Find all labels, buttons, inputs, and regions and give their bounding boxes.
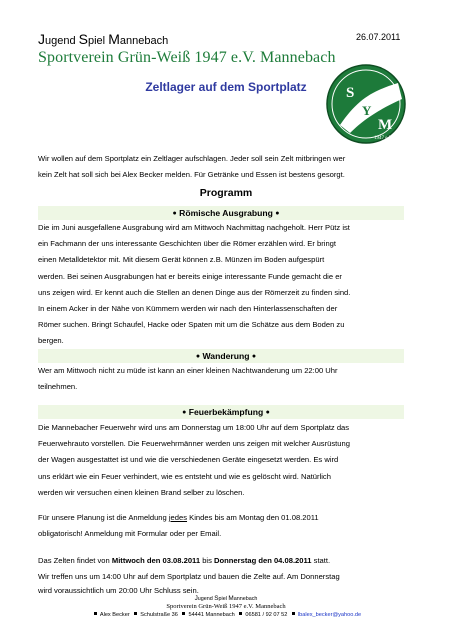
section-title-ausgrabung-text: Römische Ausgrabung (179, 208, 273, 218)
bullet-icon: ● (195, 353, 201, 360)
registration-paragraph (38, 510, 404, 542)
body-line: werden wir versuchen einen kleinen Brand selber zu löschen. (38, 487, 245, 497)
footer-brand-m: M (228, 595, 234, 602)
footer-club-name: Sportverein Grün-Weiß 1947 e.V. Mannebach (166, 603, 286, 610)
dates-text: Das Zelten findet von (38, 556, 112, 565)
logo-letter-s: S (346, 85, 355, 101)
footer-brand-s: S (214, 595, 219, 602)
document-subtitle: Zeltlager auf dem Sportplatz (145, 80, 307, 94)
body-line: teilnehmen. (38, 382, 78, 392)
square-bullet-icon (94, 612, 97, 615)
footer-contact-phone: 06581 / 92 07 52 (245, 612, 288, 618)
bullet-icon: ● (275, 210, 280, 217)
meeting-line-2: wird voraussichtlich um 20:00 Uhr Schluss sein. (38, 586, 199, 595)
bullet-icon: ● (182, 409, 187, 416)
intro-line-2: kein Zelt hat soll sich bei Alex Becker melden. Für Getränke und Essen ist bestens gesorgt. (38, 170, 345, 180)
body-line: uns erklärt wie ein Feuer verhindert, wie es entsteht und wie es gelöscht wird. Natürlich (38, 471, 331, 481)
meeting-paragraph (38, 570, 404, 598)
body-line: bergen. (38, 336, 64, 346)
body-line: Feuerwehrauto vorstellen. Die Feuerwehrmänner werden uns zeigen mit welcher Ausrüstung (38, 439, 350, 449)
section-title-ausgrabung (0, 208, 452, 218)
body-line: Die im Juni ausgefallene Ausgrabung wird am Mittwoch Nachmittag nachgeholt. Herr Pütz ist (38, 223, 350, 232)
brand-header (38, 31, 168, 47)
body-line: werden. Bei seinen Ausgrabungen hat er bereits einige interessante Funde gemacht die er (38, 271, 342, 281)
body-line: Die Mannebacher Feuerwehr wird uns am Donnerstag um 18:00 Uhr auf dem Sportplatz das (38, 423, 350, 432)
club-name: Sportverein Grün-Weiß 1947 e.V. Mannebach (38, 49, 336, 66)
logo-year: 1947 e.V. (374, 136, 393, 141)
programm-heading: Programm (199, 187, 253, 199)
registration-text: Kindes bis am Montag den 01.08.2011 (187, 513, 319, 522)
brand-s-rest: piel (88, 35, 109, 47)
section-body-wanderung (38, 363, 404, 395)
body-line: der Wagen ausgestattet ist und wie die verschiedenen Geräte eingesetzt werden. Es wird (38, 455, 339, 465)
body-line: einen Metalldetektor mit. Mit diesem Gerät können z.B. Münzen im Boden aufgespürt (38, 255, 325, 265)
footer-brand (0, 595, 452, 602)
document-date: 26.07.2011 (356, 32, 401, 42)
dates-start: Mittwoch den 03.08.2011 (111, 556, 201, 565)
footer-contact-street: Schulstraße 36 (140, 612, 178, 618)
dates-text: statt. (311, 556, 331, 565)
body-line: Wer am Mittwoch nicht zu müde ist kann an einer kleinen Nachtwanderung um 22:00 Uhr (38, 366, 338, 375)
brand-j-rest: ugend (45, 35, 79, 47)
brand-s: S (78, 31, 88, 47)
brand-j: J (38, 31, 45, 47)
square-bullet-icon (292, 612, 295, 615)
registration-line-2: obligatorisch! Anmeldung mit Formular oder per Email. (38, 529, 222, 539)
registration-emphasis: jedes (168, 513, 188, 522)
registration-line-1 (38, 510, 404, 526)
footer-brand-j-rest: ugend (197, 596, 215, 602)
dates-text: bis (200, 556, 215, 565)
section-title-feuer-text: Feuerbekämpfung (188, 407, 264, 417)
section-body-ausgrabung (38, 220, 404, 350)
intro-paragraph (38, 151, 404, 183)
meeting-line-1: Wir treffen uns um 14:00 Uhr auf dem Sportplatz und bauen die Zelte auf. Am Donnerstag (38, 572, 340, 581)
section-title-wanderung-text: Wanderung (202, 351, 250, 361)
dates-end: Donnerstag den 04.08.2011 (214, 556, 312, 565)
footer-brand-m-rest: annebach (233, 596, 258, 602)
bullet-icon: ● (172, 210, 177, 217)
square-bullet-icon (134, 612, 137, 615)
footer-contact (0, 612, 452, 618)
body-line: In einem Acker in der Nähe von Kümmern werden wir nach den Hinterlassenschaften der (38, 304, 338, 314)
club-logo (324, 63, 408, 145)
footer-contact-city: 54441 Mannebach (188, 612, 235, 618)
square-bullet-icon (182, 612, 185, 615)
section-body-feuer (38, 420, 404, 501)
footer-brand-j: J (194, 595, 198, 602)
bullet-icon: ● (265, 409, 270, 416)
body-line: Römer suchen. Bringt Schaufel, Hacke oder Spaten mit um die Schätze aus dem Boden zu (38, 320, 345, 330)
dates-line (38, 553, 404, 569)
footer-contact-email[interactable]: lbalex_becker@yahoo.de (297, 612, 362, 618)
brand-m-rest: annebach (119, 35, 169, 47)
intro-line-1: Wir wollen auf dem Sportplatz ein Zeltlager aufschlagen. Jeder soll sein Zelt mitbringen wer (38, 154, 346, 163)
bullet-icon: ● (251, 353, 257, 360)
section-title-wanderung (0, 351, 452, 361)
club-logo-icon (324, 63, 408, 145)
brand-m: M (108, 31, 120, 47)
footer-brand-s-rest: piel (218, 596, 229, 602)
body-line: ein Fachmann der uns interessante Geschichten über die Römer erzählen wird. Er bringt (38, 239, 336, 249)
footer-contact-name: Alex Becker (99, 612, 130, 618)
logo-letter-y: Y (362, 103, 372, 118)
body-line: uns zeigen wird. Er kennt auch die Stellen an denen Dinge aus der Römerzeit zu finden sind. (38, 287, 351, 297)
logo-letter-m: M (378, 117, 393, 133)
section-title-feuer (0, 407, 452, 417)
square-bullet-icon (239, 612, 242, 615)
registration-text: Für unsere Planung ist die Anmeldung (38, 513, 169, 522)
